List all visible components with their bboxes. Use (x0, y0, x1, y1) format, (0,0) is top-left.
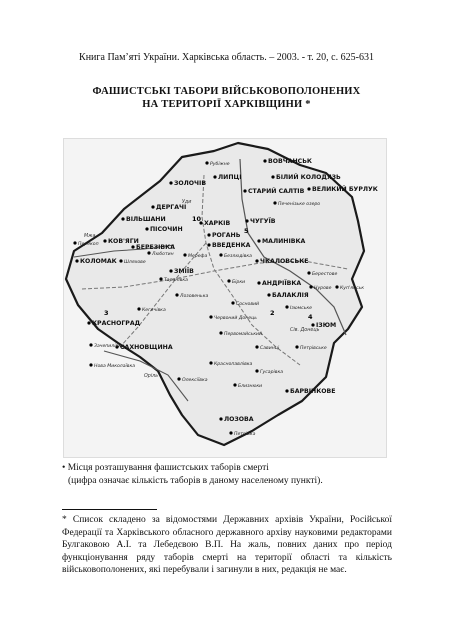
village-label: Лозовенька (180, 294, 209, 299)
village-label: Шляхове (124, 260, 146, 265)
town-label: ВОВЧАНСЬК (268, 158, 312, 165)
camp-count: 3 (104, 309, 109, 317)
village-label: Бірки (232, 280, 246, 285)
camp-dot (169, 181, 172, 184)
camp-dot (73, 241, 76, 244)
town-label: РОГАНЬ (212, 232, 241, 239)
camp-dot (177, 377, 180, 380)
town-label: ЛОЗОВА (224, 416, 254, 423)
river-label: Сів. Донець (290, 328, 320, 333)
village-label: Ізюмське (290, 306, 312, 311)
camp-dot (307, 187, 310, 190)
footnote: * Список складено за відомостями Державних архівів України, Російської Федерації та Харківського обласного державного архіву науковими редакторами Булгаковою А.І. та Лебедєвою В.П. На жаль, повних даних про період функціонування ряду таборів смерті на території області та кількість військовополонених, які перебували і загинули в них, редакція не має. (62, 515, 392, 575)
camp-dot (219, 331, 222, 334)
legend-number-meaning: (цифра означає кількість таборів в даному населеному пункті). (68, 476, 323, 486)
village-label: Олексіївка (182, 378, 208, 383)
camp-dot (75, 259, 78, 262)
map-figure (63, 138, 387, 458)
camp-dot (183, 253, 186, 256)
camp-dot (207, 233, 210, 236)
camp-dot (231, 301, 234, 304)
camp-dot (121, 217, 124, 220)
river-label: Уди (182, 200, 192, 205)
village-label: Кегичівка (142, 308, 166, 313)
camp-dot (169, 269, 172, 272)
town-label: ВЕЛИКИЙ БУРЛУК (312, 186, 378, 193)
village-label: Первомайський (224, 332, 262, 337)
town-label: КОЛОМАК (80, 258, 117, 265)
camp-dot (245, 219, 248, 222)
town-label: КРАСНОГРАД (92, 320, 141, 327)
camp-dot (131, 245, 134, 248)
camp-dot (159, 277, 162, 280)
map-svg (64, 139, 386, 457)
camp-dot (255, 259, 258, 262)
camp-count: 4 (308, 313, 313, 321)
camp-dot (227, 279, 230, 282)
camp-dot (137, 307, 140, 310)
camp-dot (229, 431, 232, 434)
camp-dot (213, 175, 216, 178)
document-title-line-1: ФАШИСТСЬКІ ТАБОРИ ВІЙСЬКОВОПОЛОНЕНИХ (92, 86, 361, 97)
camp-dot (257, 239, 260, 242)
village-label: Рубіжне (210, 162, 230, 167)
camp-dot (285, 389, 288, 392)
village-label: Краснопавлівка (214, 362, 253, 367)
town-label: САХНОВЩИНА (120, 344, 173, 351)
town-label: ЗМІЇВ (174, 268, 194, 275)
town-label: БІЛИЙ КОЛОДЯЗЬ (276, 174, 341, 181)
camp-dot (243, 189, 246, 192)
river-label: Мжа (84, 234, 96, 239)
village-label: Безлюдівка (224, 254, 252, 259)
camp-dot (209, 361, 212, 364)
town-label: БАРВІНКОВЕ (290, 388, 336, 395)
source-citation: Книга Пам’яті України. Харківська область. – 2003. - т. 20, с. 625-631 (79, 52, 374, 63)
camp-dot (255, 369, 258, 372)
town-label: ЛИПЦІ (218, 174, 242, 181)
camp-dot (257, 281, 260, 284)
town-label: ПІСОЧИН (150, 226, 183, 233)
village-label: Печенізьке озеро (278, 202, 321, 207)
camp-dot (147, 251, 150, 254)
town-label: ВІЛЬШАНИ (126, 216, 166, 223)
camp-count: 10 (192, 215, 202, 223)
village-label: Люботин (152, 252, 174, 257)
camp-dot (219, 253, 222, 256)
camp-count: 2 (270, 309, 275, 317)
camp-dot (311, 323, 314, 326)
camp-dot (309, 285, 312, 288)
camp-dot (285, 305, 288, 308)
footnote-separator (62, 509, 157, 510)
village-label: Таранівка (164, 278, 188, 283)
town-label: ЗОЛОЧІВ (174, 180, 207, 187)
town-label: КОВ'ЯГИ (108, 238, 139, 245)
town-label: ДЕРГАЧІ (156, 204, 187, 211)
town-label: ІЗЮМ (316, 322, 337, 329)
town-label: ХАРКІВ (204, 220, 231, 227)
river-label: Оріль (144, 374, 159, 379)
camp-dot (205, 161, 208, 164)
camp-dot (207, 243, 210, 246)
village-label: Червоний Донець (214, 316, 257, 321)
camp-dot (273, 201, 276, 204)
camp-dot (255, 345, 258, 348)
village-label: Мерефа (188, 254, 208, 259)
camp-dot (89, 363, 92, 366)
town-label: ЧУГУЇВ (250, 218, 276, 225)
town-label: АНДРІЇВКА (262, 280, 302, 287)
document-title-line-2: НА ТЕРИТОРІЇ ХАРКІВЩИНИ * (142, 99, 311, 110)
camp-dot (209, 315, 212, 318)
camp-dot (271, 175, 274, 178)
town-label: ЧКАЛОВСЬКЕ (260, 258, 309, 265)
camp-dot (267, 293, 270, 296)
village-label: Савинці (260, 346, 280, 351)
village-label: Близнюки (238, 384, 263, 389)
village-label: Берестове (312, 272, 338, 277)
village-label: Гусарівка (260, 370, 284, 375)
town-label: МАЛИНІВКА (262, 238, 306, 245)
camp-dot (103, 239, 106, 242)
camp-dot (151, 205, 154, 208)
camp-dot (175, 293, 178, 296)
camp-dot (119, 259, 122, 262)
camp-dot (233, 383, 236, 386)
camp-dot (145, 227, 148, 230)
camp-dot (307, 271, 310, 274)
legend-dot-meaning: • Місця розташування фашистських таборів смерті (62, 463, 269, 473)
camp-dot (263, 159, 266, 162)
camp-dot (89, 343, 92, 346)
town-label: БЕРЕЗІВКА (136, 244, 175, 251)
village-label: Нурове (314, 286, 332, 291)
village-label: Куп'янськ (340, 286, 365, 291)
village-label: Перекоп (78, 242, 99, 247)
camp-dot (87, 321, 90, 324)
village-label: Нова Миколаївка (94, 364, 136, 369)
village-label: Петрівське (300, 346, 327, 351)
village-label: Петрівка (234, 432, 256, 437)
town-label: БАЛАКЛІЯ (272, 292, 309, 299)
town-label: ВВЕДЕНКА (212, 242, 251, 249)
village-label: Зачепилівка (94, 344, 124, 349)
map-legend (62, 462, 323, 488)
camp-count: 5 (244, 227, 249, 235)
camp-dot (295, 345, 298, 348)
town-label: СТАРИЙ САЛТІВ (248, 188, 305, 195)
camp-dot (335, 285, 338, 288)
village-label: Сосновий (236, 302, 260, 307)
camp-dot (219, 417, 222, 420)
